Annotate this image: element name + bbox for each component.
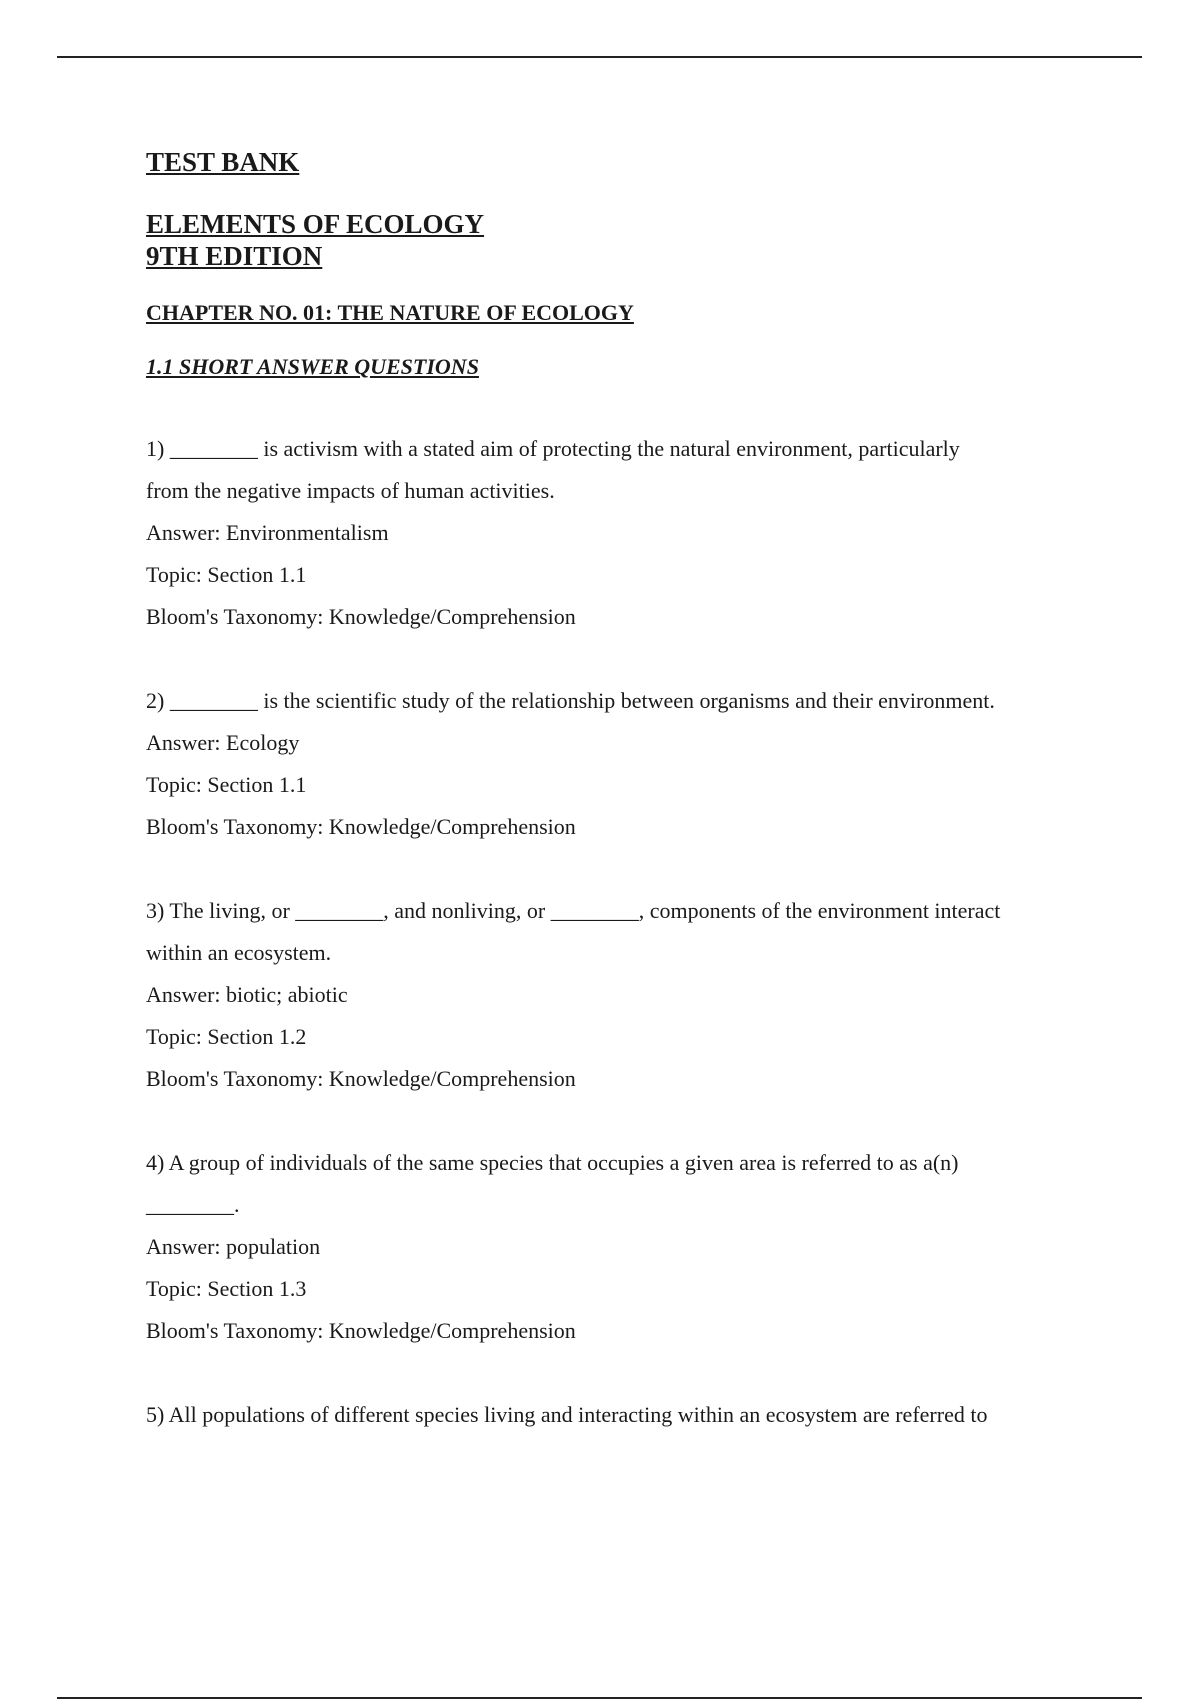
book-title: ELEMENTS OF ECOLOGY — [146, 209, 485, 239]
question-text: 5) All populations of different species living and interacting within an ecosystem are referred to — [146, 1402, 988, 1427]
bottom-rule — [57, 1697, 1142, 1699]
page-content — [146, 142, 1106, 1478]
topic: Topic: Section 1.3 — [146, 1276, 307, 1301]
chapter-heading: CHAPTER NO. 01: THE NATURE OF ECOLOGY — [146, 300, 634, 325]
blooms-taxonomy: Bloom's Taxonomy: Knowledge/Comprehension — [146, 1066, 576, 1091]
question-text-continued: ________. — [146, 1192, 240, 1217]
blooms-taxonomy: Bloom's Taxonomy: Knowledge/Comprehension — [146, 1318, 576, 1343]
question-4 — [146, 1142, 1106, 1352]
question-text: 2) ________ is the scientific study of the relationship between organisms and their environment. — [146, 688, 995, 713]
question-text-continued: within an ecosystem. — [146, 940, 332, 965]
answer: Answer: Ecology — [146, 730, 300, 755]
question-text: 1) ________ is activism with a stated aim of protecting the natural environment, particularly — [146, 436, 960, 461]
topic: Topic: Section 1.1 — [146, 772, 307, 797]
topic: Topic: Section 1.1 — [146, 562, 307, 587]
top-rule — [57, 56, 1142, 58]
edition: 9TH EDITION — [146, 241, 323, 271]
blooms-taxonomy: Bloom's Taxonomy: Knowledge/Comprehension — [146, 604, 576, 629]
question-text: 4) A group of individuals of the same species that occupies a given area is referred to as a(n) — [146, 1150, 959, 1175]
topic: Topic: Section 1.2 — [146, 1024, 307, 1049]
question-1 — [146, 428, 1106, 638]
question-list — [146, 428, 1106, 1436]
question-5 — [146, 1394, 1106, 1436]
question-2 — [146, 680, 1106, 848]
section-heading: 1.1 SHORT ANSWER QUESTIONS — [146, 354, 479, 379]
document-title: TEST BANK — [146, 147, 300, 177]
answer: Answer: Environmentalism — [146, 520, 389, 545]
blooms-taxonomy: Bloom's Taxonomy: Knowledge/Comprehension — [146, 814, 576, 839]
answer: Answer: population — [146, 1234, 321, 1259]
question-text-continued: from the negative impacts of human activities. — [146, 478, 555, 503]
book-heading — [146, 208, 1106, 272]
question-text: 3) The living, or ________, and nonliving, or ________, components of the environment interact — [146, 898, 1001, 923]
answer: Answer: biotic; abiotic — [146, 982, 348, 1007]
question-3 — [146, 890, 1106, 1100]
